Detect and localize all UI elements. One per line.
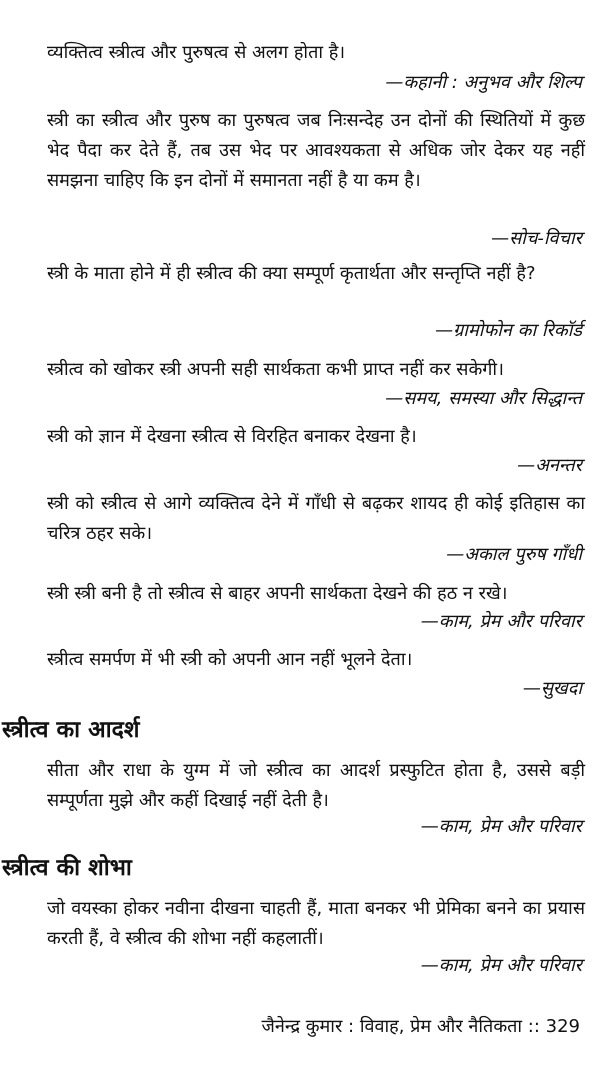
quote-text: स्त्री स्त्री बनी है तो स्त्रीत्व से बाहर अपनी सार्थकता देखने की हठ न रखे। — [47, 583, 508, 604]
quote-source: —अकाल पुरुष गाँधी — [446, 544, 582, 565]
quote-source: —समय, समस्या और सिद्धान्त — [385, 388, 582, 409]
section-heading: स्त्रीत्व का आदर्श — [2, 717, 140, 743]
quote-text: स्त्री को स्त्रीत्व से आगे व्यक्तित्व देने में गाँधी से बढ़कर शायद ही कोई इतिहास का चरित्र ठहर सके। — [47, 493, 585, 544]
page-footer: जैनेन्द्र कुमार : विवाह, प्रेम और नैतिकता :: 329 — [261, 1016, 580, 1037]
quote-text: व्यक्तित्व स्त्रीत्व और पुरुषत्व से अलग होता है। — [47, 42, 346, 63]
quote-source: —सोच-विचार — [491, 228, 582, 249]
quote-text: स्त्री के माता होने में ही स्त्रीत्व की क्या सम्पूर्ण कृतार्थता और सन्तृप्ति नहीं है? — [47, 263, 536, 284]
quote-source: —काम, प्रेम और परिवार — [420, 816, 582, 837]
section-heading: स्त्रीत्व की शोभा — [2, 855, 132, 881]
quote-source: —ग्रामोफोन का रिकॉर्ड — [435, 320, 582, 341]
quote-source: —कहानी : अनुभव और शिल्प — [385, 72, 582, 93]
quote-source: —काम, प्रेम और परिवार — [420, 611, 582, 632]
quote-text: जो वयस्का होकर नवीना दीखना चाहती हैं, माता बनकर भी प्रेमिका बनने का प्रयास करती हैं, वे स्त्रीत्व की शोभा नहीं कहलातीं। — [47, 898, 585, 949]
quote-source: —अनन्तर — [517, 455, 582, 476]
quote-text: सीता और राधा के युग्म में जो स्त्रीत्व का आदर्श प्रस्फुटित होता है, उससे बड़ी सम्पूर्णता मुझे और कहीं दिखाई नहीं देती है। — [47, 760, 585, 811]
quote-text: स्त्रीत्व को खोकर स्त्री अपनी सही सार्थकता कभी प्राप्त नहीं कर सकेगी। — [47, 359, 504, 380]
quote-source: —सुखदा — [522, 678, 582, 699]
quote-text: स्त्री को ज्ञान में देखना स्त्रीत्व से विरहित बनाकर देखना है। — [47, 426, 417, 447]
quote-text: स्त्रीत्व समर्पण में भी स्त्री को अपनी आन नहीं भूलने देता। — [47, 649, 413, 670]
quote-text: स्त्री का स्त्रीत्व और पुरुष का पुरुषत्व जब निःसन्देह उन दोनों की स्थितियों में कुछ भेद पैदा कर देते हैं, तब उस भेद पर आवश्यकता से अधिक जोर देकर यह नहीं समझना चाहिए कि इन दोनों में समानता नहीं है या कम है। — [47, 110, 585, 191]
quote-source: —काम, प्रेम और परिवार — [420, 955, 582, 976]
